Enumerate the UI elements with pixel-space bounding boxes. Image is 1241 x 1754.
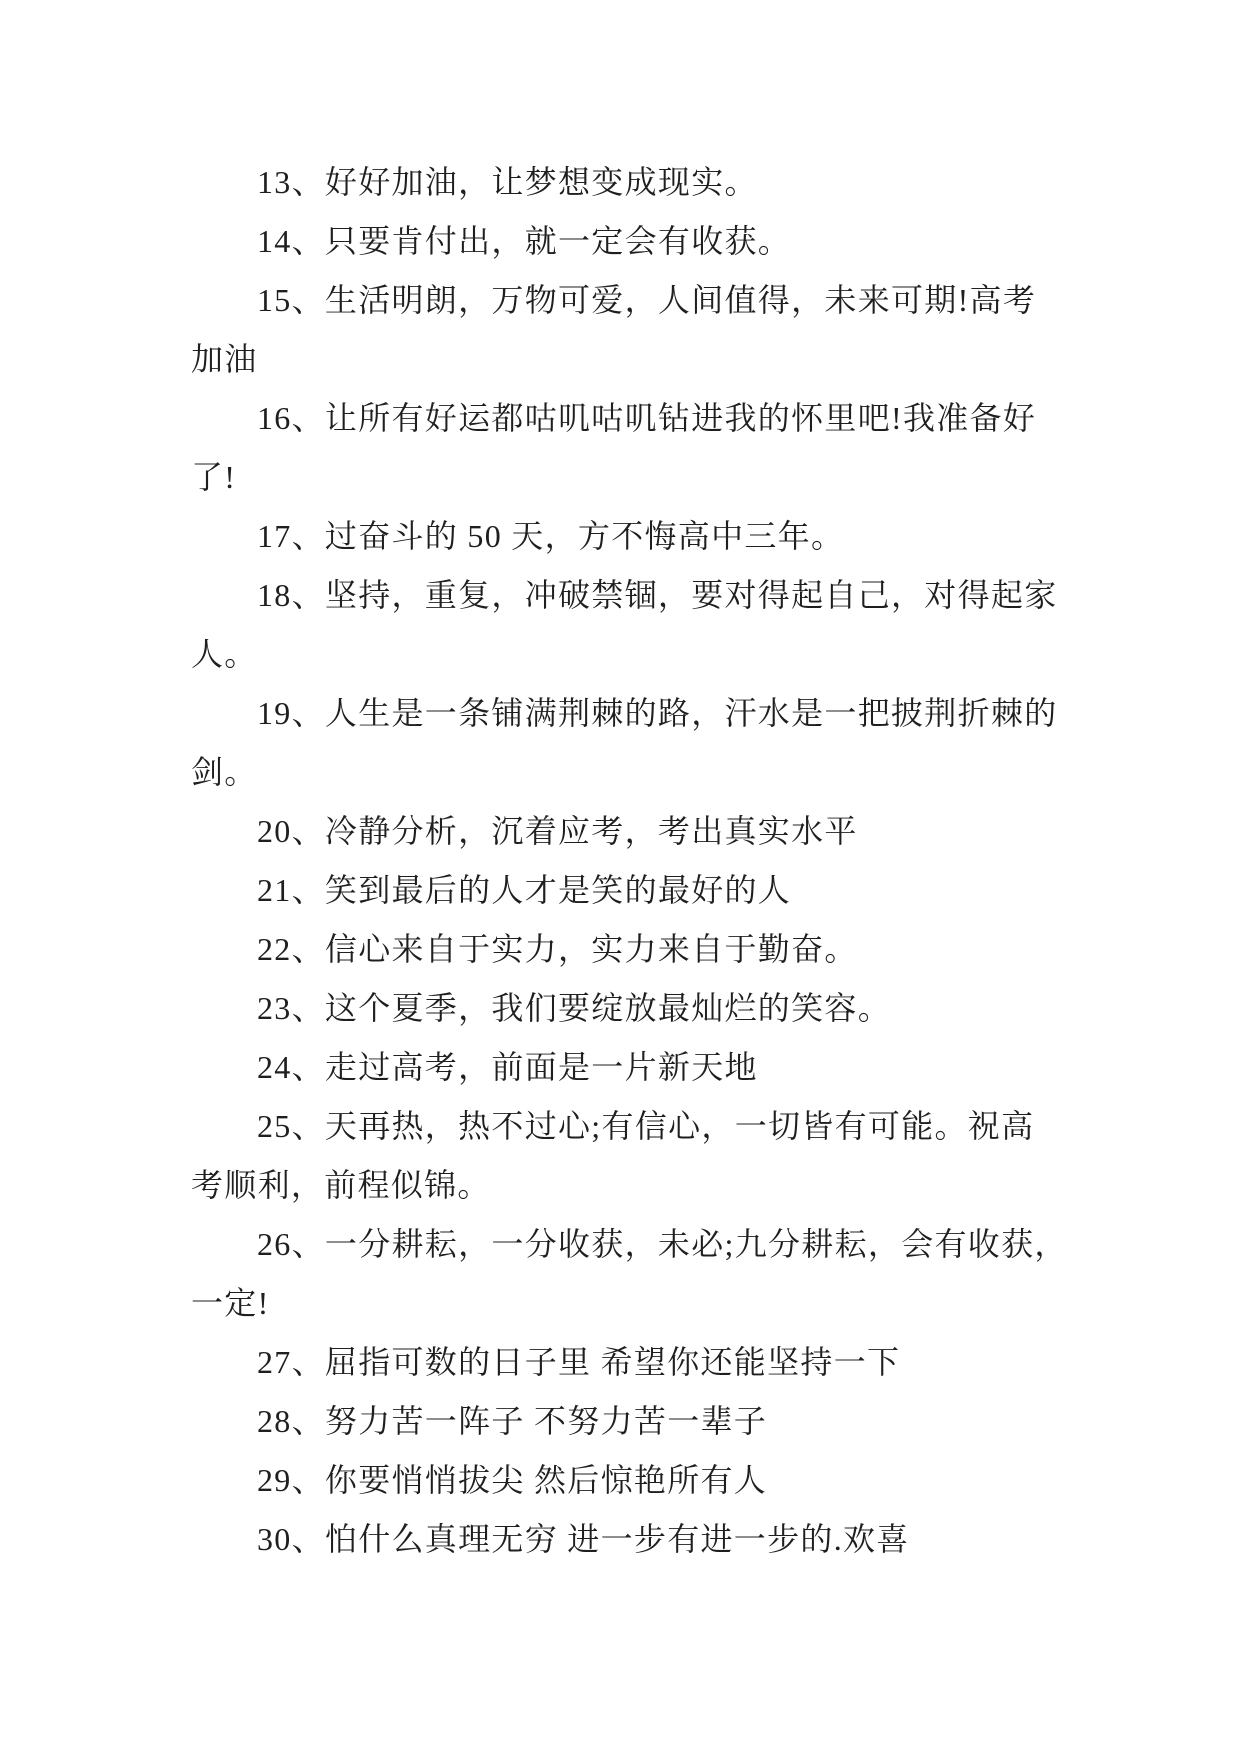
paragraph-14: [191, 212, 1091, 271]
paragraph-line: 人。: [191, 636, 258, 672]
paragraph-22: [191, 920, 1091, 979]
paragraph-20: [191, 802, 1091, 861]
paragraph-26: [191, 1215, 1091, 1333]
paragraph-line: 一定!: [191, 1285, 270, 1321]
paragraph-27: [191, 1333, 1091, 1392]
paragraph-line: 20、冷静分析，沉着应考，考出真实水平: [257, 813, 858, 849]
paragraph-line: 16、让所有好运都咕叽咕叽钻进我的怀里吧!我准备好: [257, 400, 1037, 436]
paragraph-29: [191, 1451, 1091, 1510]
paragraph-13: [191, 153, 1091, 212]
paragraph-line: 21、笑到最后的人才是笑的最好的人: [257, 872, 792, 908]
document-body: [191, 153, 1091, 1569]
paragraph-30: [191, 1510, 1091, 1569]
paragraph-line: 剑。: [191, 754, 258, 790]
paragraph-line: 17、过奋斗的 50 天，方不悔高中三年。: [257, 518, 845, 554]
paragraph-line: 15、生活明朗，万物可爱，人间值得，未来可期!高考: [257, 282, 1037, 318]
paragraph-line: 考顺利，前程似锦。: [191, 1167, 491, 1203]
paragraph-line: 30、怕什么真理无穷 进一步有进一步的.欢喜: [257, 1521, 910, 1557]
paragraph-line: 22、信心来自于实力，实力来自于勤奋。: [257, 931, 858, 967]
paragraph-line: 29、你要悄悄拔尖 然后惊艳所有人: [257, 1462, 768, 1498]
paragraph-16: [191, 389, 1091, 507]
paragraph-line: 28、努力苦一阵子 不努力苦一辈子: [257, 1403, 768, 1439]
paragraph-23: [191, 979, 1091, 1038]
paragraph-line: 23、这个夏季，我们要绽放最灿烂的笑容。: [257, 990, 892, 1026]
paragraph-15: [191, 271, 1091, 389]
paragraph-25: [191, 1097, 1091, 1215]
paragraph-line: 26、一分耕耘，一分收获，未必;九分耕耘，会有收获，: [257, 1226, 1068, 1262]
paragraph-18: [191, 566, 1091, 684]
paragraph-21: [191, 861, 1091, 920]
paragraph-17: [191, 507, 1091, 566]
paragraph-line: 了!: [191, 459, 237, 495]
paragraph-line: 25、天再热，热不过心;有信心，一切皆有可能。祝高: [257, 1108, 1035, 1144]
paragraph-line: 13、好好加油，让梦想变成现实。: [257, 164, 758, 200]
paragraph-line: 18、坚持，重复，冲破禁锢，要对得起自己，对得起家: [257, 577, 1058, 613]
paragraph-line: 加油: [191, 341, 258, 377]
paragraph-line: 14、只要肯付出，就一定会有收获。: [257, 223, 792, 259]
paragraph-24: [191, 1038, 1091, 1097]
paragraph-line: 19、人生是一条铺满荆棘的路，汗水是一把披荆折棘的: [257, 695, 1058, 731]
paragraph-28: [191, 1392, 1091, 1451]
paragraph-line: 24、走过高考，前面是一片新天地: [257, 1049, 758, 1085]
paragraph-line: 27、屈指可数的日子里 希望你还能坚持一下: [257, 1344, 901, 1380]
paragraph-19: [191, 684, 1091, 802]
